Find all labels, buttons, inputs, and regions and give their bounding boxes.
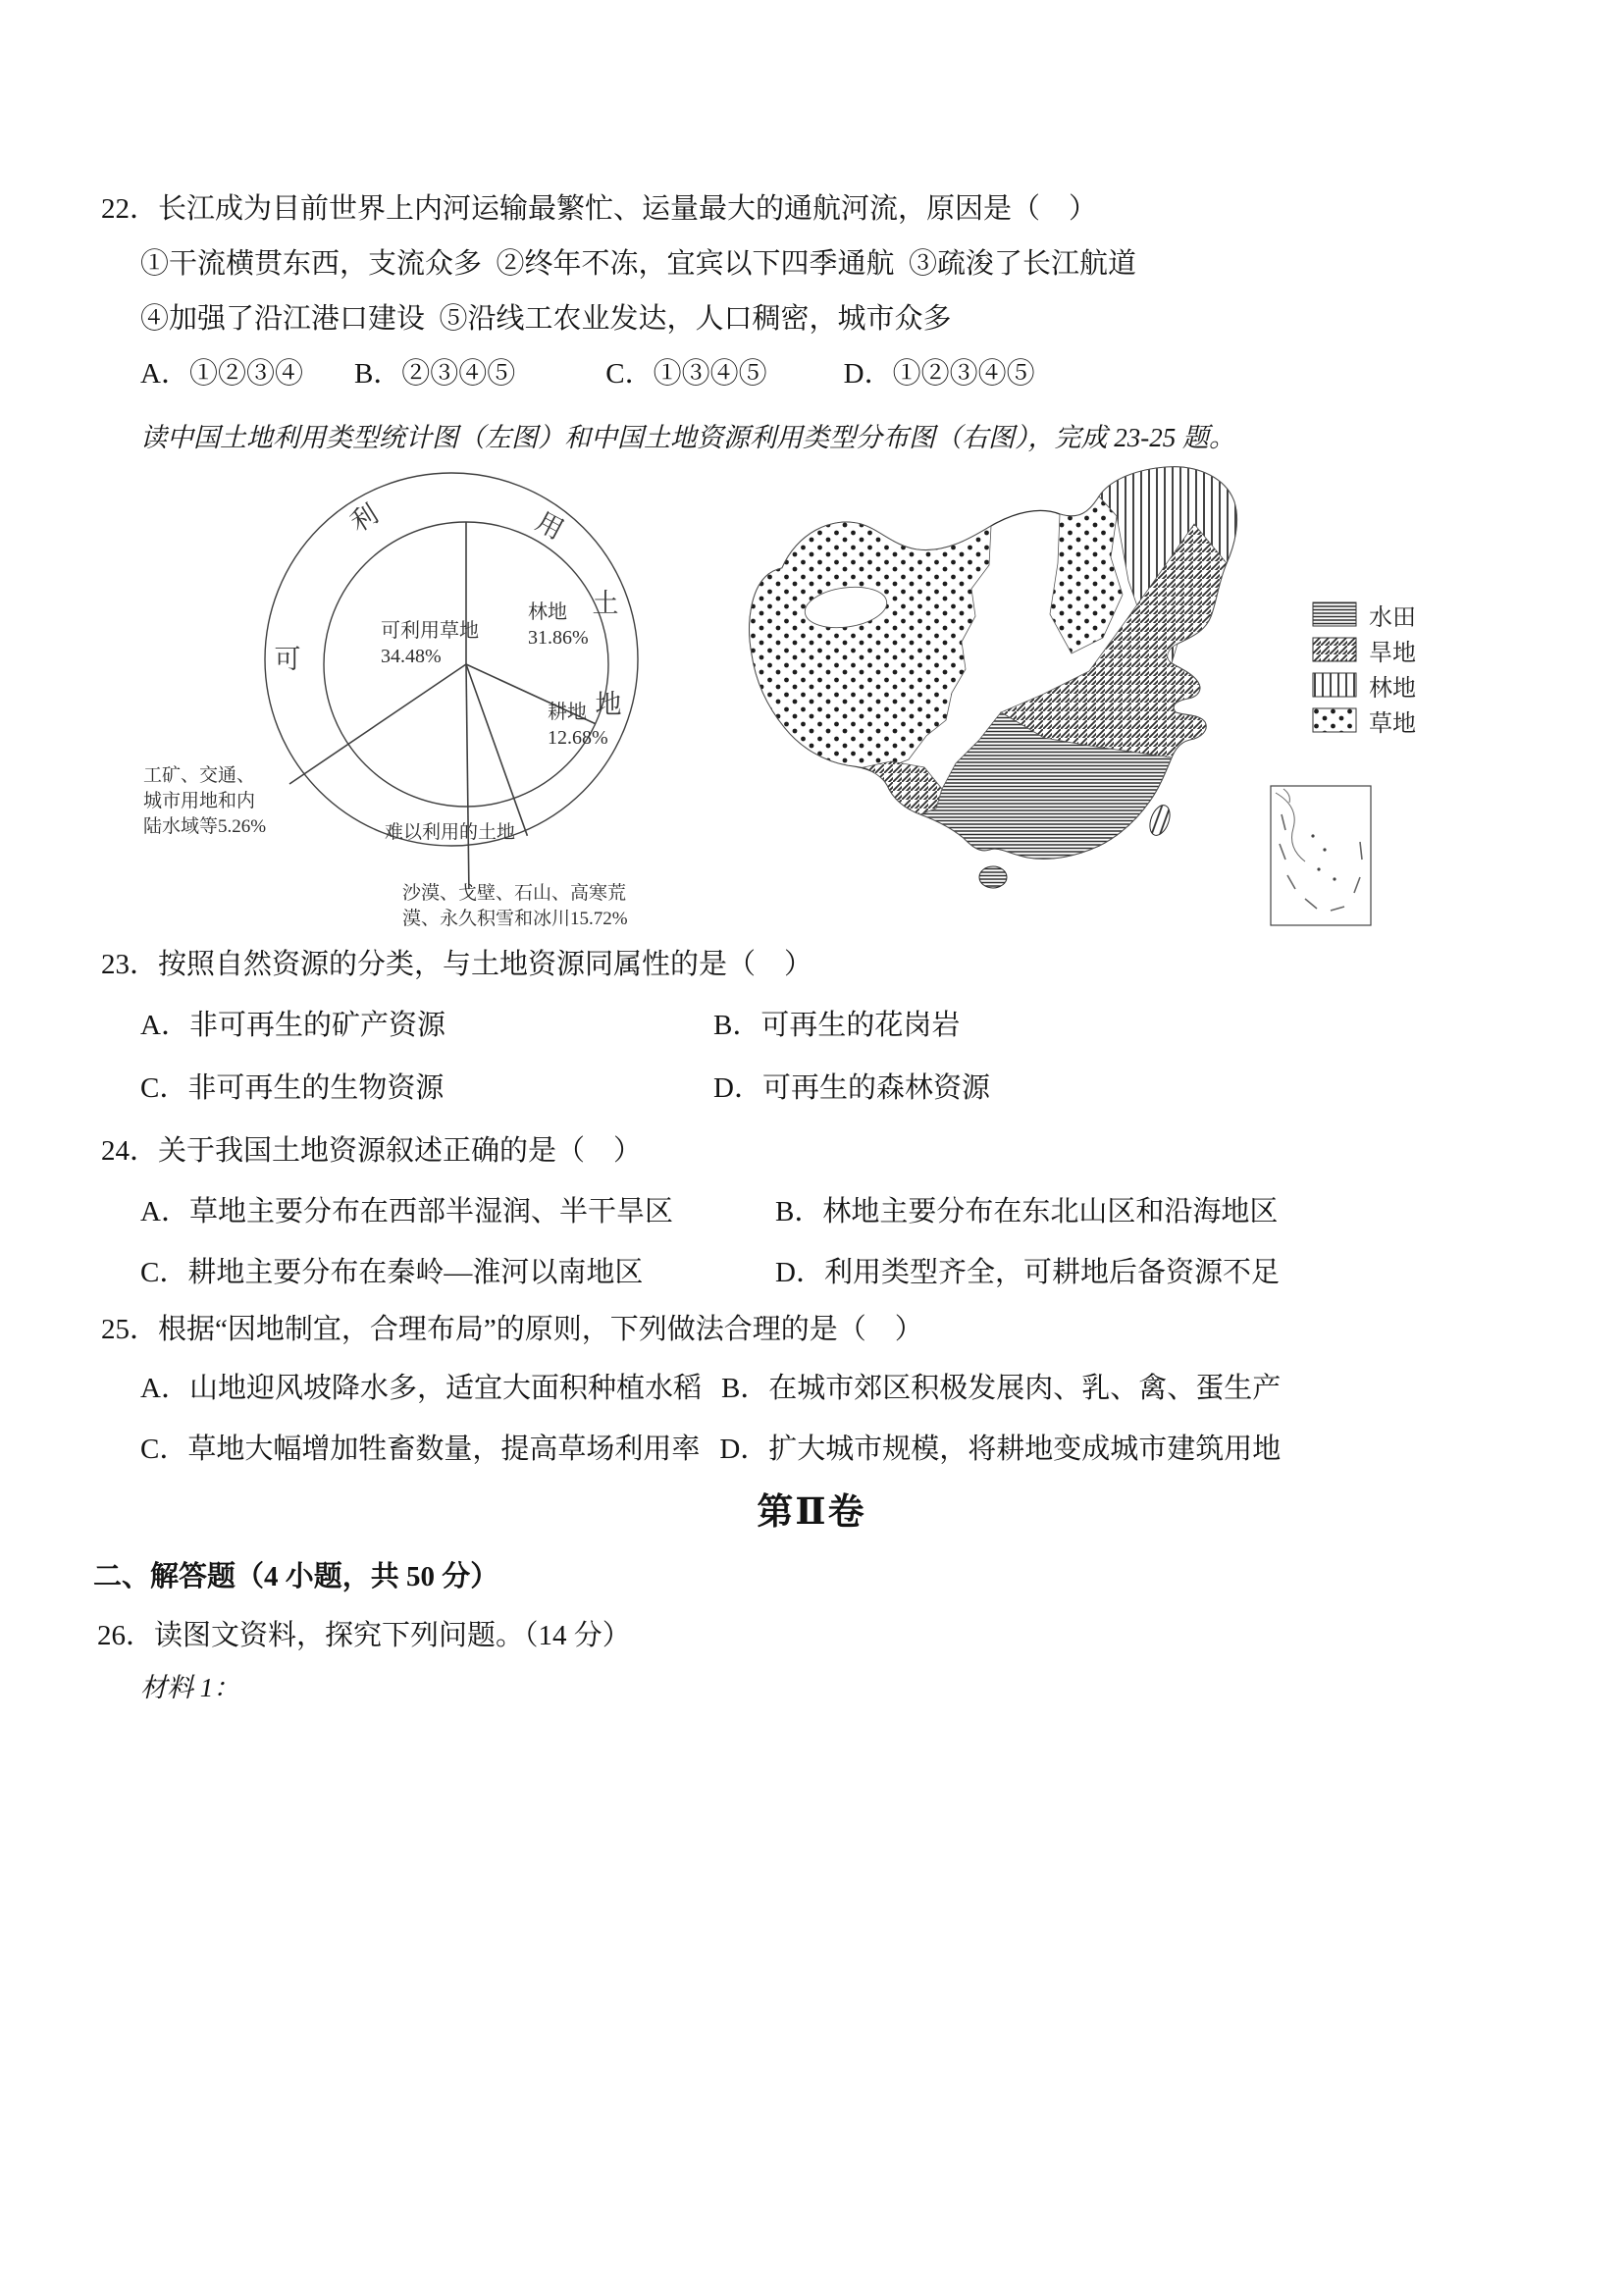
legend-swatch-horizontal-lines xyxy=(1312,601,1357,627)
option-23-d: D．可再生的森林资源 xyxy=(713,1072,990,1104)
material-1-label: 材料 1： xyxy=(140,1673,240,1702)
option-22-c: C．①③④⑤ xyxy=(605,358,767,390)
figure-intro: 读中国土地利用类型统计图（左图）和中国土地资源利用类型分布图（右图），完成 23-25 题。 xyxy=(140,423,1235,452)
option-25-c: C．草地大幅增加牲畜数量，提高草场利用率 xyxy=(140,1434,701,1465)
pie-label-industry-line3: 陆水域等5.26% xyxy=(143,816,267,837)
china-land-use-map xyxy=(699,455,1312,926)
question-23-options-row1 xyxy=(140,1009,1514,1048)
map-island-taiwan xyxy=(1146,803,1174,838)
pie-label-grassland-pct: 34.48% xyxy=(381,646,442,667)
question-24-options-row1 xyxy=(140,1195,1514,1234)
pie-label-industry-line2: 城市用地和内 xyxy=(143,791,256,811)
map-legend xyxy=(1312,597,1416,738)
part-2-title: 第Ⅱ卷 xyxy=(757,1492,866,1533)
question-22-stem: 22．长江成为目前世界上内河运输最繁忙、运量最大的通航河流，原因是（ ） xyxy=(101,193,1098,225)
pie-label-cropland: 耕地 xyxy=(548,702,587,723)
question-26-stem: 26．读图文资料，探究下列问题。（14 分） xyxy=(97,1620,631,1651)
south-china-sea-inset xyxy=(1270,785,1372,926)
question-23-stem: 23．按照自然资源的分类，与土地资源同属性的是（ ） xyxy=(101,949,813,980)
option-23-b: B．可再生的花岗岩 xyxy=(713,1010,961,1041)
pie-label-forest: 林地 xyxy=(528,601,567,623)
legend-label-grassland: 草地 xyxy=(1369,710,1416,737)
legend-row-grassland xyxy=(1312,703,1416,738)
option-24-d: D．利用类型齐全，可耕地后备资源不足 xyxy=(775,1257,1280,1288)
option-24-a: A．草地主要分布在西部半湿润、半干旱区 xyxy=(140,1196,673,1227)
option-23-c: C．非可再生的生物资源 xyxy=(140,1072,445,1104)
legend-label-forest: 林地 xyxy=(1369,675,1416,702)
pie-label-forest-pct: 31.86% xyxy=(528,627,589,649)
pie-label-cropland-pct: 12.68% xyxy=(548,727,608,749)
legend-label-paddy: 水田 xyxy=(1369,604,1416,631)
question-25-stem: 25．根据“因地制宜，合理布局”的原则，下列做法合理的是（ ） xyxy=(101,1314,923,1345)
ring-char-tu: 土 xyxy=(592,589,619,618)
legend-swatch-diagonal-lines xyxy=(1312,637,1357,662)
section-2-heading: 二、解答题（4 小题，共 50 分） xyxy=(93,1561,499,1592)
land-use-pie-chart xyxy=(128,453,657,949)
legend-label-dryland: 旱地 xyxy=(1369,640,1416,666)
pie-label-grassland: 可利用草地 xyxy=(381,620,479,642)
pie-label-desert-line1: 沙漠、戈壁、石山、高寒荒 xyxy=(402,883,627,904)
pie-label-industry-line1: 工矿、交通、 xyxy=(143,765,256,786)
ring-char-ke: 可 xyxy=(274,645,301,674)
pie-label-desert-line2: 漠、永久积雪和冰川15.72% xyxy=(402,909,628,929)
question-22-options xyxy=(140,357,1035,391)
question-25-options-row1 xyxy=(140,1372,1281,1406)
option-24-b: B．林地主要分布在东北山区和沿海地区 xyxy=(775,1196,1279,1227)
option-25-d: D．扩大城市规模，将耕地变成城市建筑用地 xyxy=(719,1434,1282,1465)
ring-char-yong: 用 xyxy=(531,506,569,546)
option-23-a: A．非可再生的矿产资源 xyxy=(140,1010,445,1041)
legend-swatch-vertical-lines xyxy=(1312,672,1357,698)
option-22-b: B．②③④⑤ xyxy=(353,358,516,390)
option-22-a: A．①②③④ xyxy=(140,358,303,390)
legend-row-dryland xyxy=(1312,632,1416,667)
question-25-options-row2 xyxy=(140,1433,1281,1467)
question-24-stem: 24．关于我国土地资源叙述正确的是（ ） xyxy=(101,1135,643,1167)
legend-row-paddy xyxy=(1312,597,1416,632)
ring-char-di: 地 xyxy=(595,690,622,719)
map-island-hainan xyxy=(979,866,1007,888)
question-22-items-line2: ④加强了沿江港口建设 ⑤沿线工农业发达，人口稠密，城市众多 xyxy=(140,303,952,335)
option-24-c: C．耕地主要分布在秦岭—淮河以南地区 xyxy=(140,1257,644,1288)
figure-block xyxy=(0,453,1623,949)
option-25-b: B．在城市郊区积极发展肉、乳、禽、蛋生产 xyxy=(720,1373,1282,1404)
option-25-a: A．山地迎风坡降水多，适宜大面积种植水稻 xyxy=(140,1373,702,1404)
legend-row-forest xyxy=(1312,667,1416,703)
question-22-items-line1: ①干流横贯东西，支流众多 ②终年不冻，宜宾以下四季通航 ③疏浚了长江航道 xyxy=(140,248,1137,280)
question-24-options-row2 xyxy=(140,1256,1514,1295)
pie-label-unusable-group: 难以利用的土地 xyxy=(385,822,516,843)
legend-swatch-dots xyxy=(1312,707,1357,733)
ring-char-li: 利 xyxy=(344,498,384,539)
question-23-options-row2 xyxy=(140,1071,1514,1111)
option-22-d: D．①②③④⑤ xyxy=(843,358,1035,390)
